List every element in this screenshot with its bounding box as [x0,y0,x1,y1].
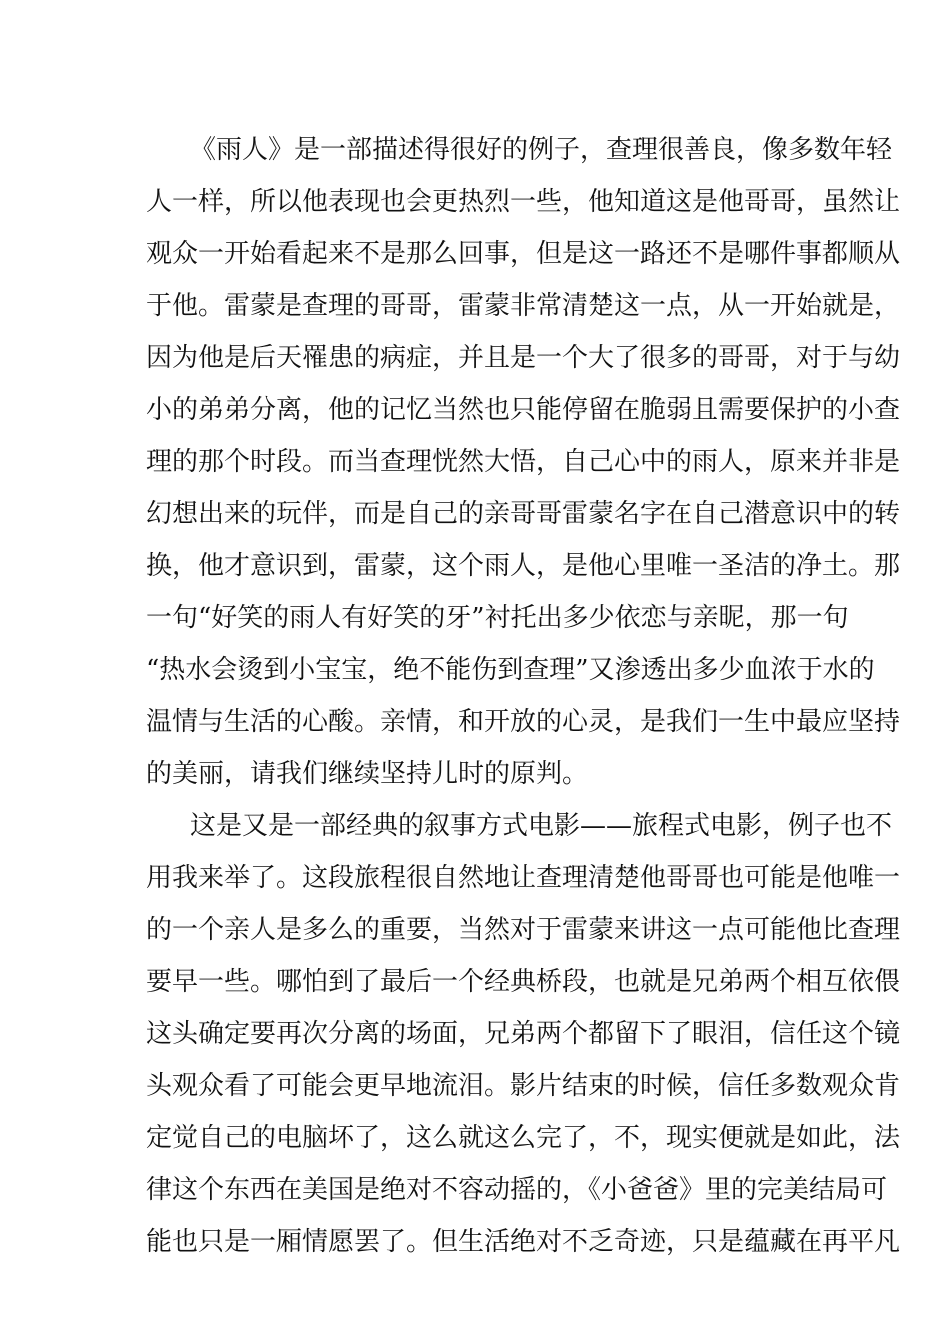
text-line: 温情与生活的心酸。亲情，和开放的心灵，是我们一生中最应坚持 [146,707,901,737]
text-line-paragraph-1-end: 的美丽，请我们继续坚持儿时的原判。 [146,759,589,789]
body-text [146,124,901,1268]
text-line-paragraph-2-start: 这是又是一部经典的叙事方式电影——旅程式电影，例子也不 [190,811,893,841]
text-line: 人一样，所以他表现也会更热烈一些，他知道这是他哥哥，虽然让 [146,187,901,217]
text-line: 换，他才意识到，雷蒙，这个雨人，是他心里唯一圣洁的净土。那 [146,551,901,581]
text-line: “热水会烫到小宝宝，绝不能伤到查理”又渗透出多少血浓于水的 [146,655,875,685]
text-line: 因为他是后天罹患的病症，并且是一个大了很多的哥哥，对于与幼 [146,343,901,373]
text-line: 能也只是一厢情愿罢了。但生活绝对不乏奇迹，只是蕴藏在再平凡 [146,1227,901,1257]
text-line: 的一个亲人是多么的重要，当然对于雷蒙来讲这一点可能他比查理 [146,915,901,945]
text-line: 于他。雷蒙是查理的哥哥，雷蒙非常清楚这一点，从一开始就是， [146,291,901,321]
text-line: 幻想出来的玩伴，而是自己的亲哥哥雷蒙名字在自己潜意识中的转 [146,499,901,529]
text-line: 律这个东西在美国是绝对不容动摇的，《小爸爸》里的完美结局可 [146,1175,888,1205]
text-line: 一句“好笑的雨人有好笑的牙”衬托出多少依恋与亲昵，那一句 [146,603,849,633]
text-line: 观众一开始看起来不是那么回事，但是这一路还不是哪件事都顺从 [146,239,901,269]
text-line: 这头确定要再次分离的场面，兄弟两个都留下了眼泪，信任这个镜 [146,1019,901,1049]
text-line: 头观众看了可能会更早地流泪。影片结束的时候，信任多数观众肯 [146,1071,901,1101]
text-line: 理的那个时段。而当查理恍然大悟，自己心中的雨人，原来并非是 [146,447,901,477]
text-line: 要早一些。哪怕到了最后一个经典桥段，也就是兄弟两个相互依偎 [146,967,901,997]
text-line: 小的弟弟分离，他的记忆当然也只能停留在脆弱且需要保护的小查 [146,395,901,425]
text-line: 定觉自己的电脑坏了，这么就这么完了，不，现实便就是如此，法 [146,1123,901,1153]
text-line-paragraph-1-start: 《雨人》是一部描述得很好的例子，查理很善良，像多数年轻 [190,135,893,165]
text-line: 用我来举了。这段旅程很自然地让查理清楚他哥哥也可能是他唯一 [146,863,901,893]
